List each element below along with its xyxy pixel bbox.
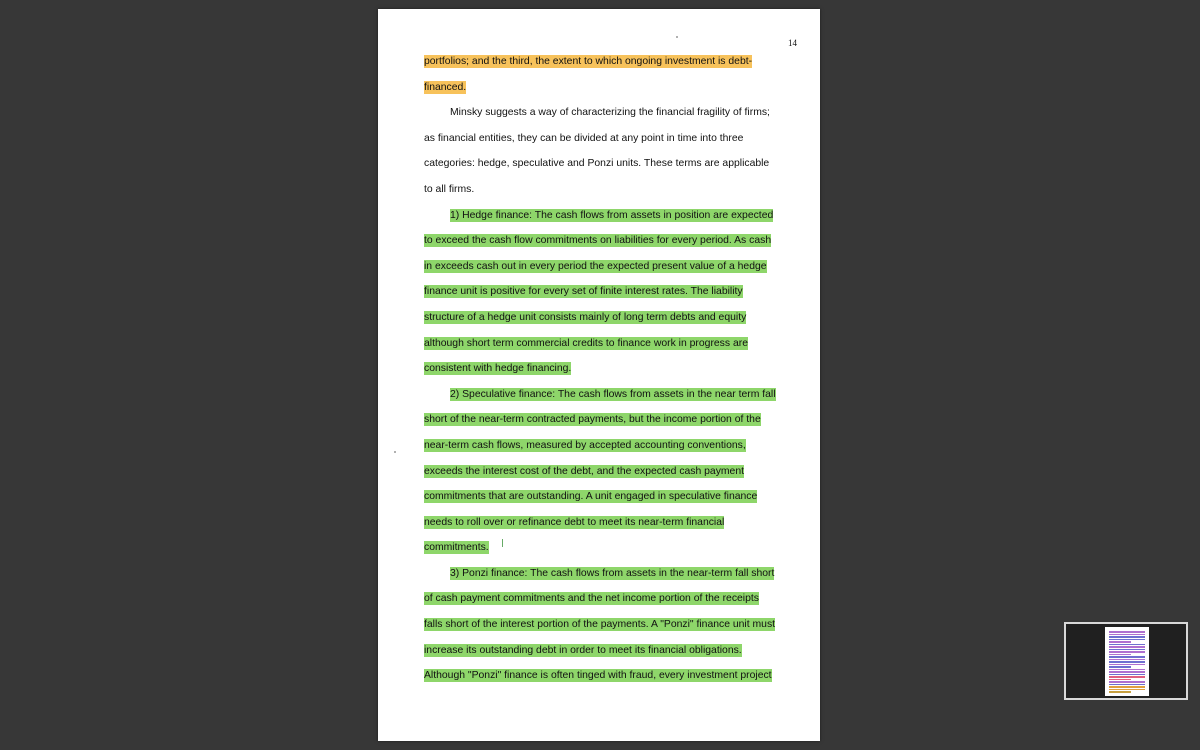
thumbnail-line — [1109, 656, 1145, 658]
text-line-content: portfolios; and the third, the extent to which ongoing investment is debt- — [424, 56, 753, 67]
thumbnail-line — [1109, 691, 1131, 693]
text-line — [424, 535, 814, 561]
text-line-content: financed. — [424, 81, 467, 93]
page-text — [424, 49, 814, 689]
text-line — [424, 331, 814, 357]
text-line — [424, 407, 814, 433]
text-line-content: in exceeds cash out in every period the expected present value of a hedge — [424, 260, 767, 272]
text-line — [424, 75, 814, 101]
text-line — [424, 663, 814, 689]
text-line — [424, 484, 814, 510]
text-line — [424, 126, 814, 152]
thumbnail-line — [1109, 674, 1145, 676]
text-line — [424, 586, 814, 612]
text-line — [424, 228, 814, 254]
thumbnail-panel[interactable] — [1064, 622, 1188, 700]
page-thumbnail[interactable] — [1105, 627, 1149, 696]
thumbnail-line — [1109, 664, 1145, 666]
text-line-content: short of the near-term contracted payments, but the income portion of the — [424, 414, 761, 426]
text-line-content: increase its outstanding debt in order to meet its financial obligations. — [424, 644, 742, 656]
thumbnail-line — [1109, 669, 1145, 671]
text-line — [424, 49, 814, 75]
text-line-content: Minsky suggests a way of characterizing the financial fragility of firms; — [450, 107, 770, 119]
scan-speck — [676, 36, 678, 38]
text-line — [424, 433, 814, 459]
thumbnail-line — [1109, 676, 1145, 678]
text-line — [424, 561, 814, 587]
text-line-content: categories: hedge, speculative and Ponzi units. These terms are applicable — [424, 158, 770, 170]
text-line-content: to exceed the cash flow commitments on liabilities for every period. As cash — [424, 235, 772, 247]
thumbnail-line — [1109, 631, 1145, 633]
text-line-content: 2) Speculative finance: The cash flows from assets in the near term fall — [450, 388, 776, 400]
text-line-content: needs to roll over or refinance debt to meet its near-term financial — [424, 516, 725, 528]
thumbnail-line — [1109, 636, 1145, 638]
page-number: 14 — [788, 38, 797, 48]
thumbnail-line — [1109, 681, 1145, 683]
thumbnail-line — [1109, 639, 1145, 641]
thumbnail-line — [1109, 686, 1145, 688]
text-line-content: finance unit is positive for every set of finite interest rates. The liability — [424, 286, 743, 298]
document-page[interactable] — [378, 9, 820, 741]
text-line — [424, 100, 814, 126]
text-line-content: commitments. — [424, 542, 489, 554]
thumbnail-line — [1109, 671, 1145, 673]
thumbnail-line — [1109, 684, 1145, 686]
thumbnail-line — [1109, 666, 1131, 668]
text-line-content: near-term cash flows, measured by accepted accounting conventions, — [424, 439, 746, 451]
thumbnail-line — [1109, 634, 1145, 636]
thumbnail-line — [1109, 654, 1131, 656]
text-line — [424, 612, 814, 638]
thumbnail-line — [1109, 651, 1145, 653]
thumbnail-line — [1109, 644, 1145, 646]
thumbnail-line — [1109, 641, 1131, 643]
text-line-content: 3) Ponzi finance: The cash flows from assets in the near-term fall short — [450, 567, 775, 579]
thumbnail-line — [1109, 661, 1145, 663]
text-line-content: exceeds the interest cost of the debt, and the expected cash payment — [424, 465, 745, 477]
text-line — [424, 382, 814, 408]
text-line — [424, 177, 814, 203]
text-line — [424, 151, 814, 177]
text-line-content: of cash payment commitments and the net income portion of the receipts — [424, 593, 759, 605]
text-line-content: although short term commercial credits to finance work in progress are — [424, 337, 748, 349]
text-line — [424, 356, 814, 382]
thumbnail-line — [1109, 649, 1145, 651]
text-line — [424, 459, 814, 485]
thumbnail-line — [1109, 646, 1145, 648]
text-line-content: falls short of the interest portion of the payments. A "Ponzi" finance unit must — [424, 619, 776, 631]
thumbnail-line — [1109, 659, 1145, 661]
scan-speck — [394, 451, 396, 453]
text-line-content: Although "Ponzi" finance is often tinged with fraud, every investment project — [424, 670, 772, 682]
thumbnail-line — [1109, 679, 1131, 681]
text-line-content: structure of a hedge unit consists mainly of long term debts and equity — [424, 311, 747, 323]
scan-mark — [502, 539, 503, 547]
text-line — [424, 254, 814, 280]
text-line-content: to all firms. — [424, 183, 475, 195]
text-line — [424, 305, 814, 331]
text-line — [424, 638, 814, 664]
text-line-content: commitments that are outstanding. A unit engaged in speculative finance — [424, 491, 758, 503]
text-line-content: 1) Hedge finance: The cash flows from assets in position are expected — [450, 209, 774, 221]
text-line — [424, 279, 814, 305]
text-line — [424, 510, 814, 536]
text-line-content: as financial entities, they can be divided at any point in time into three — [424, 132, 744, 144]
thumbnail-line — [1109, 689, 1145, 691]
text-line — [424, 203, 814, 229]
text-line-content: consistent with hedge financing. — [424, 363, 572, 375]
